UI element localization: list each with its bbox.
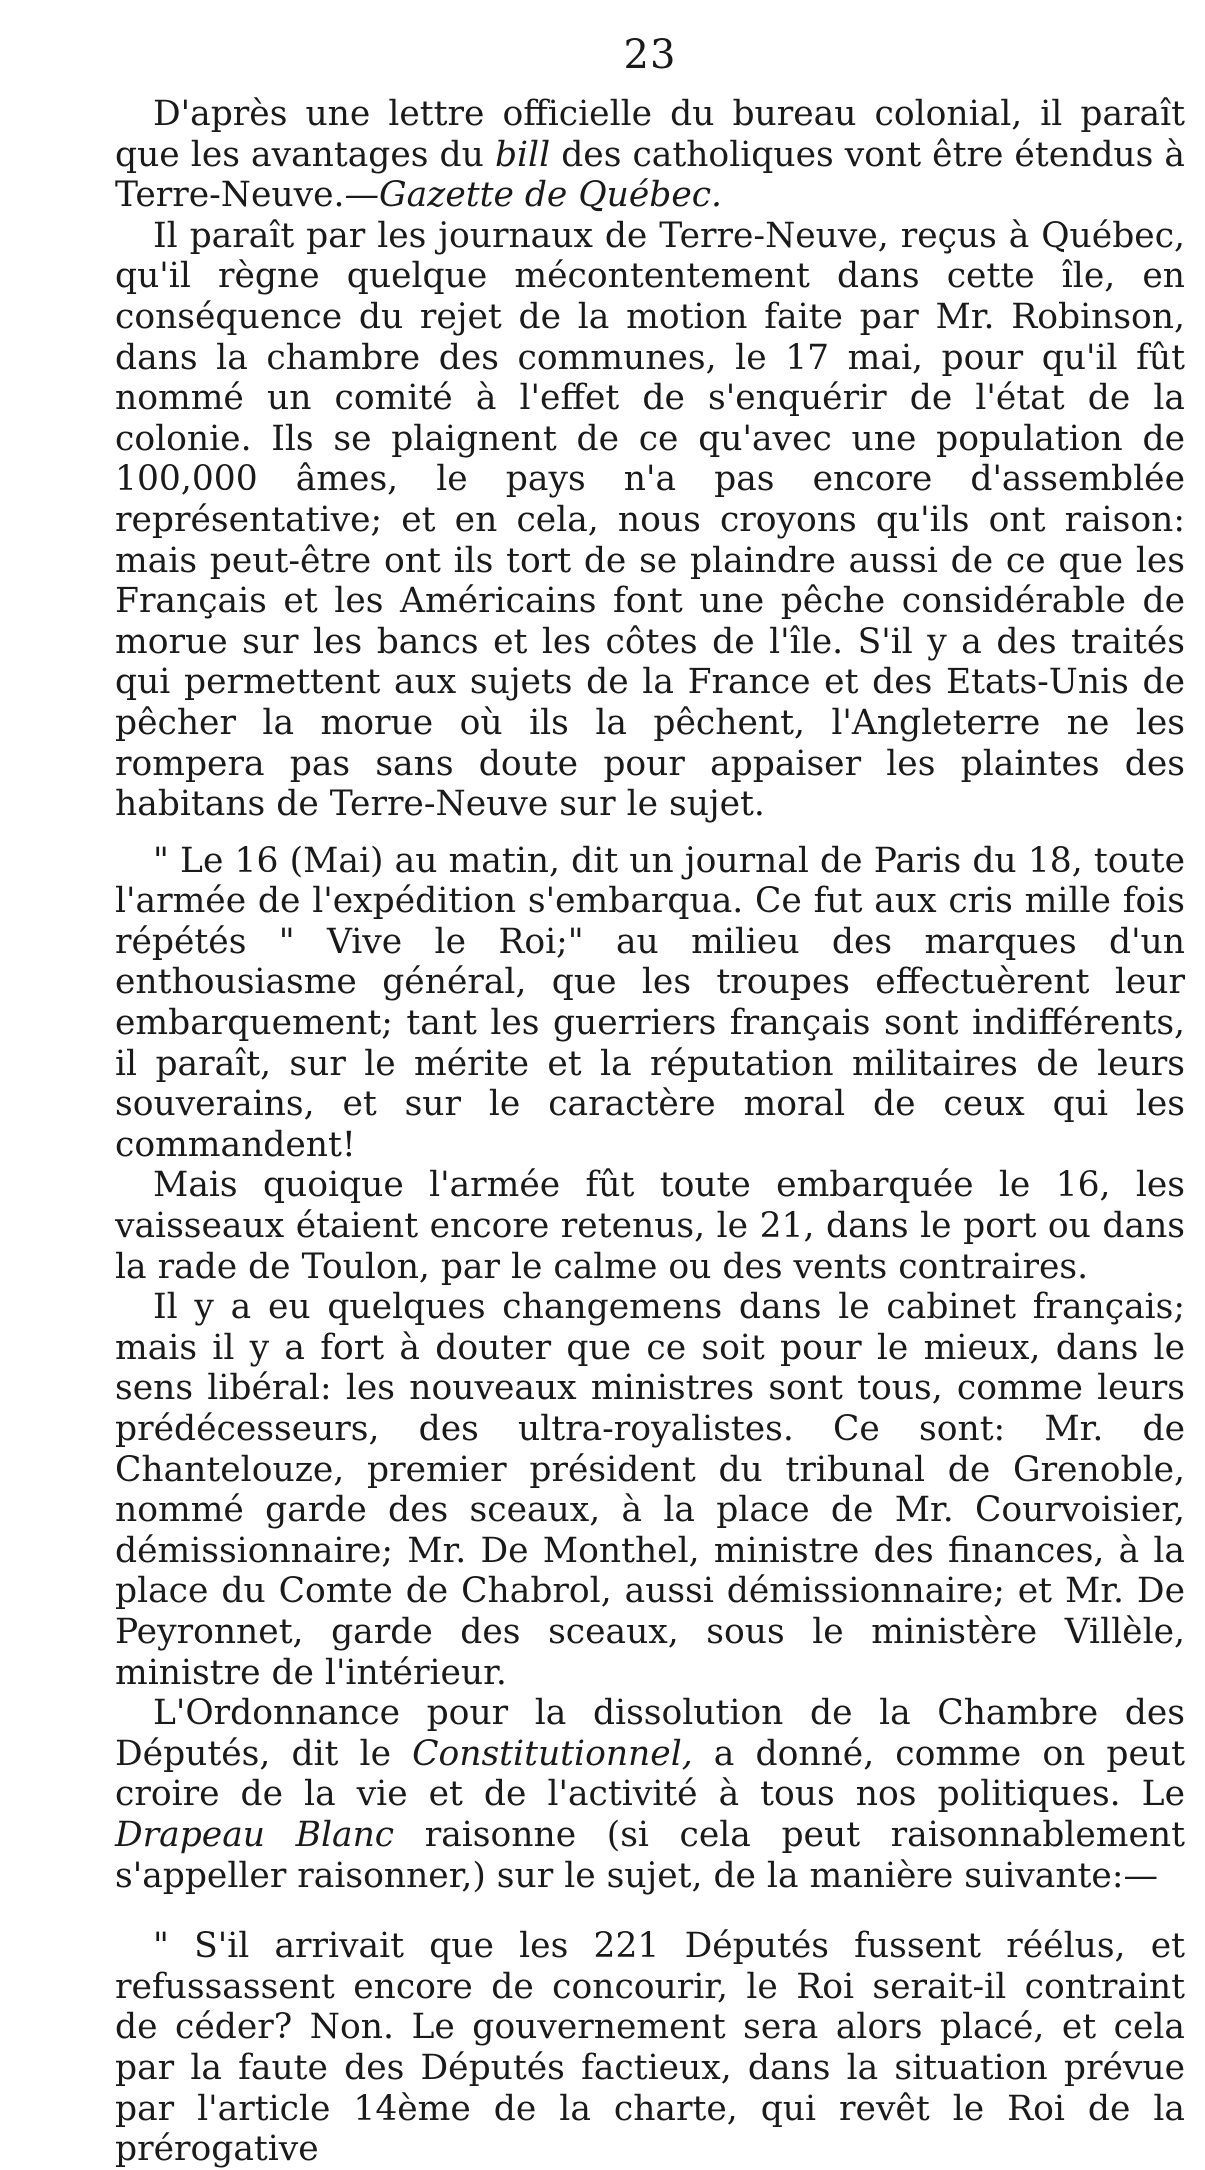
paragraph-cabinet-francais [115,1287,1185,1693]
paragraph-ordonnance-dissolution [115,1693,1185,1896]
text-run: Il y a eu quelques changemens dans le cabinet français; mais il y a fort à douter que ce soit pour le mieux, dans le sens libéral: les nouveaux ministres sont tous, comme leurs prédécesseurs, des ultra-royalistes. Ce sont: Mr. de Chantelouze, premier président du tribunal de Grenoble, nommé garde des sceaux, à la place de Mr. Courvoisier, démissionnaire; Mr. De Monthel, ministre des finances, à la place du Comte de Chabrol, aussi démissionnaire; et Mr. De Peyronnet, garde des sceaux, sous le ministère Villèle, ministre de l'intérieur. [115,1287,1185,1693]
paragraph-terre-neuve [115,216,1185,825]
text-run: Mais quoique l'armée fût toute embarquée le 16, les vaisseaux étaient encore retenus, le 21, dans le port ou dans la rade de Toulon, par le calme ou des vents contraires. [115,1165,1185,1287]
paragraph-deputes-reelus [115,1926,1185,2170]
newspaper-page [115,30,1185,2170]
text-run: " Le 16 (Mai) au matin, dit un journal de Paris du 18, toute l'armée de l'expédition s'embarqua. Ce fut aux cris mille fois répétés " Vive le Roi;" au milieu des marques d'un enthousiasme général, que les troupes effectuèrent leur embarquement; tant les guerriers français sont indifférents, il paraît, sur le mérite et la réputation militaires de leurs souverains, et sur le caractère moral de ceux qui les commandent! [115,840,1185,1165]
italic-text-run: —Gazette de Québec. [344,175,723,216]
text-run: des catholiques vont être étendus à Terre-Neuve. [115,134,1185,216]
paragraph-bill-catholiques [115,94,1185,216]
text-run: " S'il arrivait que les 221 Députés fussent réélus, et refussassent encore de concourir, le Roi serait-il contraint de céder? Non. Le gouvernement sera alors placé, et cela par la faute des Députés factieux, dans la situation prévue par l'article 14ème de la charte, qui revêt le Roi de la prérogative [115,1926,1185,2170]
text-run: a donné, comme on peut croire de la vie et de l'activité à tous nos politiques. Le [115,1733,1185,1815]
page-number: 23 [623,32,677,78]
text-run: raisonne (si cela peut raisonnablement s'appeller raisonner,) sur le sujet, de la manière suivante:— [115,1814,1185,1896]
italic-text-run: bill [494,134,551,175]
paragraph-armee-expedition [115,841,1185,1166]
paragraph-vaisseaux-toulon [115,1165,1185,1287]
italic-text-run: Drapeau Blanc [115,1814,395,1855]
text-run: L'Ordonnance pour la dissolution de la Chambre des Députés, dit le [115,1693,1185,1774]
text-run: D'après une lettre officielle du bureau colonial, il paraît que les avantages du [115,94,1185,175]
italic-text-run: Constitutionnel, [412,1733,693,1774]
text-run: Il paraît par les journaux de Terre-Neuve, reçus à Québec, qu'il règne quelque mécontentement dans cette île, en conséquence du rejet de la motion faite par Mr. Robinson, dans la chambre des communes, le 17 mai, pour qu'il fût nommé un comité à l'effet de s'enquérir de l'état de la colonie. Ils se plaignent de ce qu'avec une population de 100,000 âmes, le pays n'a pas encore d'assemblée représentative; et en cela, nous croyons qu'ils ont raison: mais peut-être ont ils tort de se plaindre aussi de ce que les Français et les Américains font une pêche considérable de morue sur les bancs et les côtes de l'île. S'il y a des traités qui permettent aux sujets de la France et des Etats-Unis de pêcher la morue où ils la pêchent, l'Angleterre ne les rompera pas sans doute pour appaiser les plaintes des habitans de Terre-Neuve sur le sujet. [115,215,1185,825]
